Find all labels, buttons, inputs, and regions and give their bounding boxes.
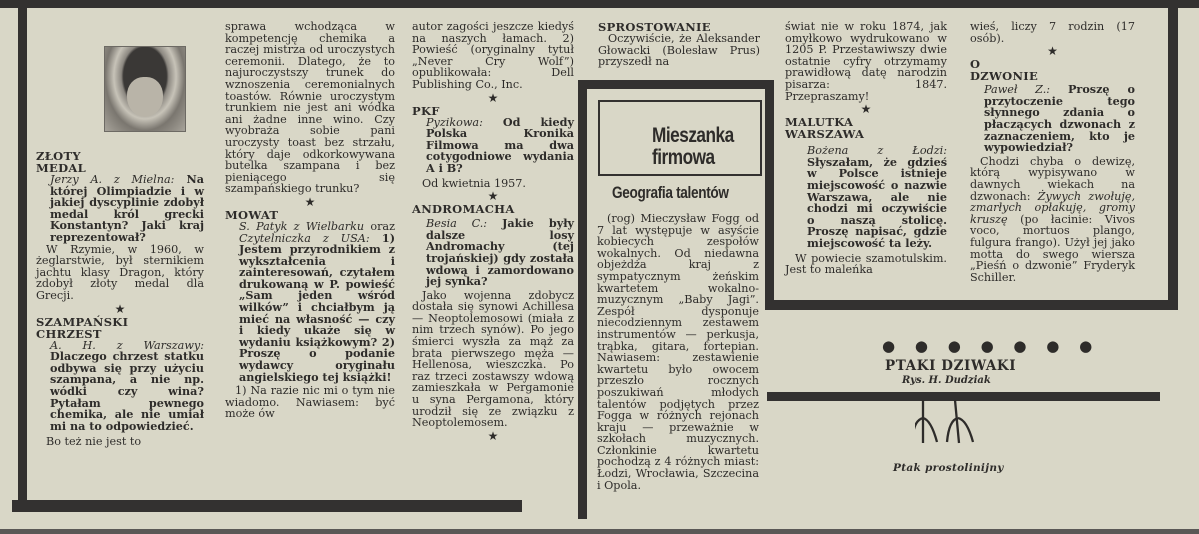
frame-right-bottom-border bbox=[765, 300, 1178, 310]
frame-bottom-border bbox=[12, 500, 522, 512]
continued-text: świat nie w roku 1874, jak omyłkowo wydrukowano w 1205 P. Przestawiwszy dwie ostatnie cyfry otrzymamy prawidłową datę narodzin pisarza: 1847. Przepraszamy! bbox=[785, 20, 947, 103]
star-separator: ★ bbox=[1047, 44, 1058, 59]
right-box-inner-border bbox=[765, 80, 774, 310]
feature-text bbox=[597, 213, 759, 491]
frame-right-border bbox=[1168, 0, 1178, 310]
column-6 bbox=[970, 21, 1135, 283]
reader-question: Pyzikowa: Od kiedy Polska Kronika Filmowa ma dwa cotygodniowe wydania A i B? bbox=[426, 114, 574, 175]
portrait-photo bbox=[104, 46, 186, 132]
section-heading: PKF bbox=[412, 103, 440, 118]
cartoon-caption: Ptak prostolinijny bbox=[893, 462, 1004, 474]
continued-answer: sprawa wchodząca w kompetencję chemika a raczej mistrza od uroczystych ceremonii. Dlatego, że to najuroczystszy trunek do wznoszenia ceremonialnych toastów. Równie uroczystym trunkiem nie jest ani wódka ani żadne inne wino. Czy wyobraża sobie pani uroczysty toast bez strzału, który daje odkorkowywana butelka szampana i bez pieniącego się szampańskiego trunku? bbox=[225, 20, 395, 196]
feature-title: Mieszanka firmowa bbox=[652, 124, 734, 169]
reader-question: A. H. z Warszawy: Dlaczego chrzest statku odbywa się przy użyciu szampana, a nie np. wódki czy wina? Pytałam pewnego chemika, ale nie umiał mi na to odpowiedzieć. bbox=[50, 338, 204, 433]
star-separator: ★ bbox=[487, 90, 499, 105]
editor-answer: Od kwietnia 1957. bbox=[422, 176, 526, 190]
reader-question: Jerzy A. z Mielna: Na której Olimpiadzie i w jakiej dyscyplinie zdobył medal król grecki Konstantyn? Jaki kraj reprezentował? bbox=[50, 172, 204, 244]
section-heading: MALUTKA WARSZAWA bbox=[785, 115, 865, 142]
star-separator: ★ bbox=[114, 301, 126, 316]
editor-answer: Chodzi chyba o dewizę, którą wypisywano w dawnych wiekach na dzwonach: Żywych zwołuję, zmarłych opłakuję, gromy kruszę (po łacinie: Vivos voco, mortuos plango, fulgura frango). Użył jej jako motta do swego wiersza „Pieśń o dzwonie” Fryderyk Schiller. bbox=[970, 154, 1135, 284]
portrait-face bbox=[127, 77, 163, 117]
column-3 bbox=[412, 21, 574, 443]
reader-question: Besia C.: Jakie były dalsze losy Andromachy (tej trojańskiej) gdy została wdową i zamordowano jej synka? bbox=[426, 216, 575, 289]
correction-text: Oczywiście, że Aleksander Głowacki (Bolesław Prus) przyszedł na bbox=[598, 32, 760, 69]
bottom-rule bbox=[0, 529, 1199, 534]
section-heading: SZAMPAŃSKI CHRZEST bbox=[36, 314, 129, 341]
star-separator: ★ bbox=[304, 194, 316, 209]
cartoon-title: PTAKI DZIWAKI bbox=[885, 358, 1017, 374]
feature-body: (rog) Mieczysław Fogg od 7 lat występuje w asyście kobiecych zespołów wokalnych. Od niedawna objeżdża kraj z sympatycznym żeńskim kwartetem wokalno-muzycznym „Baby Jagi”. Zespół dysponuje niecodziennym zestawem instrumentów — perkusja, trąbka, gitara, fortepian. Nawiasem: zestawienie kwartetu było owocem przeszło rocznych poszukiwań młodych talentów podjętych przez Fogga w różnych rejonach kraju — przeważnie w szkołach muzycznych. Członkinie kwartetu pochodzą z 4 różnych miast: Łodzi, Wrocławia, Szczecina i Opola. bbox=[597, 212, 759, 492]
section-heading: ZŁOTY MEDAL bbox=[36, 149, 86, 175]
continued-answer: autor zagości jeszcze kiedyś na naszych łamach. 2) Powieść (oryginalny tytuł „Never Cry Wolf”) opublikowała: Dell Publishing Co., Inc. bbox=[412, 20, 574, 91]
section-heading: ANDROMACHA bbox=[412, 202, 515, 217]
editor-answer: 1) Na razie nic mi o tym nie wiadomo. Nawiasem: być może ów bbox=[225, 384, 395, 421]
frame-top-border bbox=[0, 0, 1199, 8]
section-heading: O DZWONIE bbox=[970, 57, 1039, 84]
star-separator: ★ bbox=[487, 428, 499, 443]
feature-subtitle: Geografia talentów bbox=[612, 183, 729, 202]
cartoon-credit: Rys. H. Dudziak bbox=[902, 375, 991, 386]
editor-answer: Bo też nie jest to bbox=[46, 435, 142, 449]
column-2 bbox=[225, 21, 395, 420]
section-heading: MOWAT bbox=[225, 207, 279, 222]
column-5 bbox=[785, 21, 947, 276]
star-separator: ★ bbox=[487, 189, 499, 204]
section-heading: SPROSTOWANIE bbox=[598, 20, 711, 34]
column-1 bbox=[36, 150, 204, 448]
frame-left-border bbox=[18, 0, 27, 512]
editor-answer: W Rzymie, w 1960, w żeglarstwie, był sternikiem jachtu klasy Dragon, który zdobył złoty medal dla Grecji. bbox=[36, 242, 204, 302]
bird-legs-icon bbox=[915, 400, 985, 450]
continued-text: wieś, liczy 7 rodzin (17 osób). bbox=[970, 20, 1135, 45]
reader-question: S. Patyk z Wielbarku oraz Czytelniczka z USA: 1) Jestem przyrodnikiem z wykształcenia i zainteresowań, czytałem drukowaną w P. powieść „Sam jeden wśród wilków” i chciałbym ją mieć na własność — czy i kiedy ukaże się w wydaniu książkowym? 2) Proszę o podanie wydawcy oryginału angielskiego tej książki! bbox=[239, 219, 395, 384]
editor-answer: W powiecie szamotulskim. Jest to maleńka bbox=[785, 251, 947, 277]
editor-answer: Jako wojenna zdobycz dostała się synowi Achillesa — Neoptolemosowi (miała z nim trzech synów). Po jego śmierci wyszła za mąż za brata pierwszego męża — Hellenosa, wieszczka. Po raz trzeci zostawszy wdową zamieszkała w Pergamonie u syna Pergamona, który urodził się ze związku z Neoptolemosem. bbox=[412, 288, 574, 430]
dot-ornament: ● ● ● ● ● ● ● bbox=[882, 337, 1100, 355]
reader-question: Bożena z Łodzi: Słyszałam, że gdzieś w Polsce istnieje miejscowość o nazwie Warszawa, ale nie chodzi mi oczywiście o naszą stolicę. Proszę napisać, gdzie miejscowość ta leży. bbox=[807, 144, 947, 250]
reader-question: Paweł Z.: Proszę o przytoczenie tego słynnego zdania o płaczących dzwonach z zaznaczeniem, kto je wypowiedział? bbox=[984, 82, 1135, 155]
star-separator: ★ bbox=[860, 102, 872, 117]
column-4-top bbox=[598, 21, 760, 68]
